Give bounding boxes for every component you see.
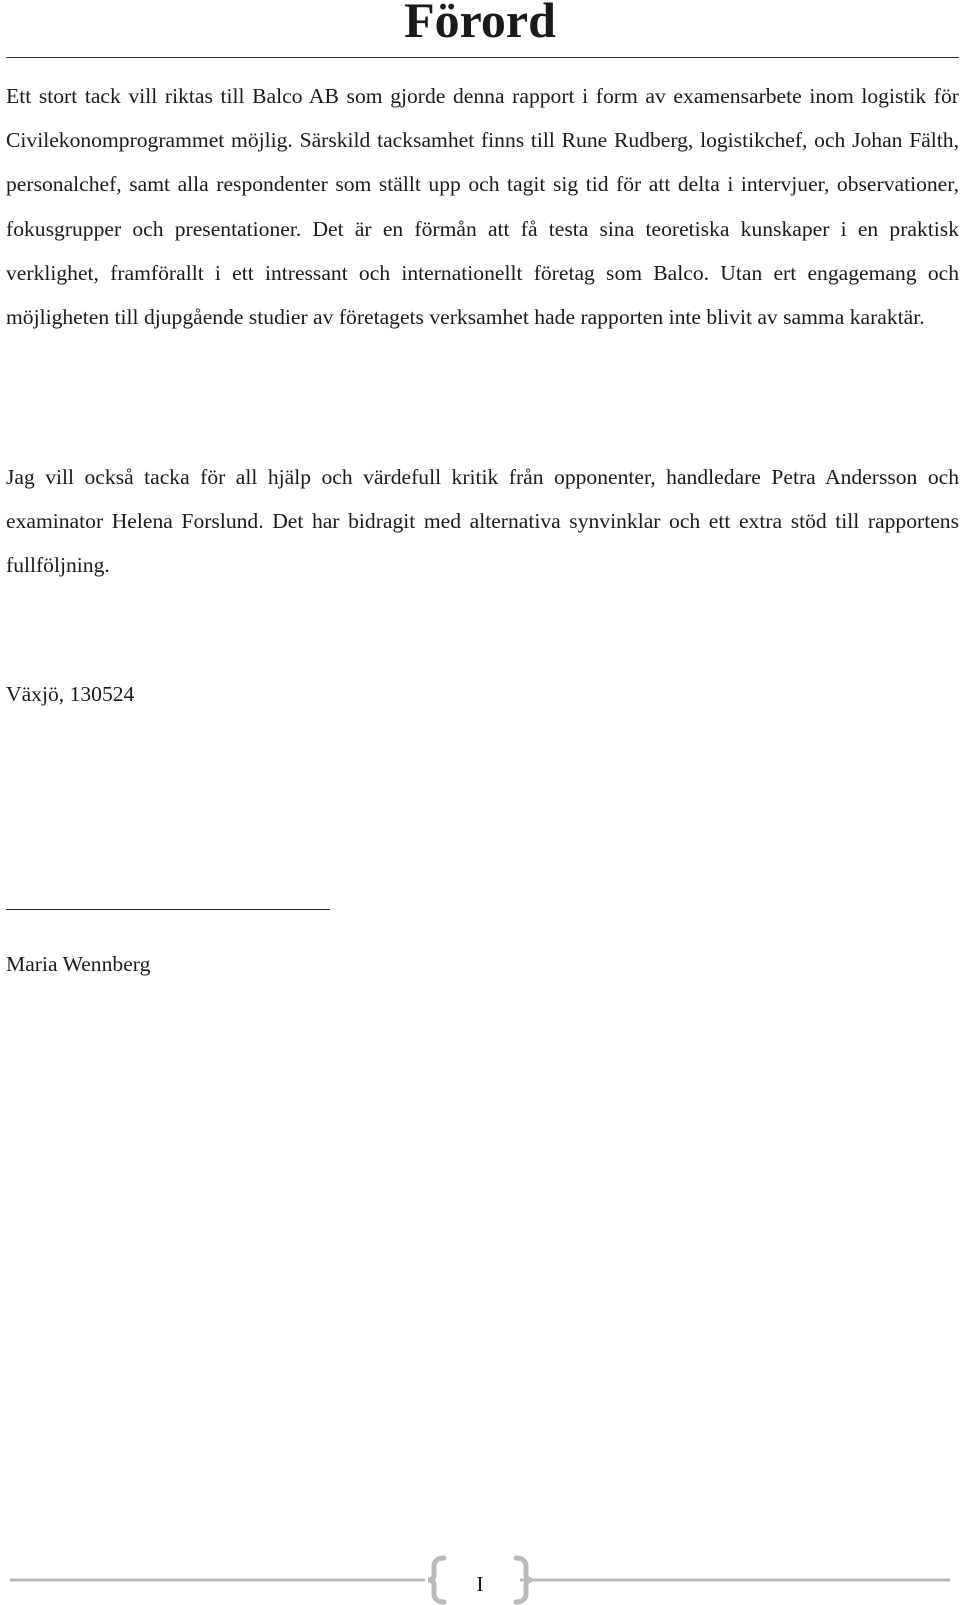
place-and-date: Växjö, 130524: [6, 682, 135, 706]
title-underline: [6, 57, 959, 58]
acknowledgement-paragraph-1: Ett stort tack vill riktas till Balco AB som gjorde denna rapport i form av examensarbete inom logistik för Civilekonomprogrammet möjlig. Särskild tacksamhet finns till Rune Rudberg, logistikchef, och Johan Fälth, personalchef, samt alla respondenter som ställt upp och tagit sig tid för att delta i intervjuer, observationer, fokusgrupper och presentationer. Det är en förmån att få testa sina teoretiska kunskaper i en praktisk verklighet, framförallt i ett intressant och internationellt företag som Balco. Utan ert engagemang och möjligheten till djupgående studier av företagets verksamhet hade rapporten inte blivit av samma karaktär.: [6, 84, 959, 330]
acknowledgement-paragraph-2: Jag vill också tacka för all hjälp och värdefull kritik från opponenter, handledare Petra Andersson och examinator Helena Forslund. Det har bidragit med alternativa synvinklar och ett extra stöd till rapportens fullföljning.: [6, 465, 959, 578]
page-number: I: [476, 1572, 484, 1596]
signer-name: Maria Wennberg: [6, 952, 151, 976]
signature-line: [6, 909, 330, 910]
page-title: Förord: [404, 0, 556, 48]
